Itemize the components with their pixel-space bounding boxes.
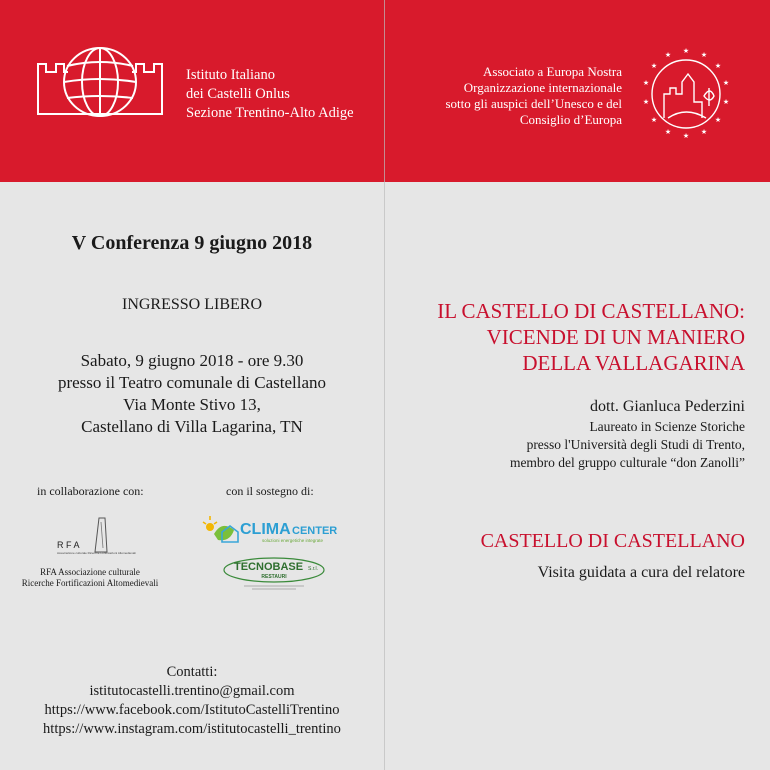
clima-tagline: soluzioni energetiche integrate <box>262 538 324 543</box>
talk-title <box>437 298 745 376</box>
speaker-desc-line: Laureato in Scienze Storiche <box>589 419 745 434</box>
conference-title: V Conferenza 9 giugno 2018 <box>71 232 313 254</box>
svg-text:★: ★ <box>642 79 650 87</box>
contacts-block <box>0 663 384 739</box>
svg-text:★: ★ <box>682 47 690 55</box>
climacenter-logo <box>200 512 350 548</box>
clima-brand-a: CLIMA <box>240 521 291 538</box>
visit-title: CASTELLO DI CASTELLANO <box>480 530 745 552</box>
event-details <box>0 350 384 438</box>
event-detail-line: Castellano di Villa Lagarina, TN <box>81 417 303 436</box>
org-right-line: Consiglio d’Europa <box>519 112 622 127</box>
speaker-desc-line: presso l'Università degli Studi di Trento, <box>526 437 745 452</box>
event-detail-line: presso il Teatro comunale di Castellano <box>57 373 327 392</box>
tecnobase-logo <box>222 556 326 592</box>
castle-stars-emblem-icon <box>638 44 734 140</box>
speaker-description <box>510 418 745 472</box>
talk-title-line: IL CASTELLO DI CASTELLANO: <box>437 299 745 323</box>
contacts-label: Contatti: <box>166 664 218 680</box>
speaker-name: dott. Gianluca Pederzini <box>589 398 745 415</box>
event-detail-line: Sabato, 9 giugno 2018 - ore 9.30 <box>80 351 304 370</box>
org-right-line: Organizzazione internazionale <box>463 80 622 95</box>
clima-brand-b: CENTER <box>292 525 338 537</box>
svg-text:★: ★ <box>722 98 730 106</box>
collaboration-label: in collaborazione con: <box>37 484 144 498</box>
org-right-line: sotto gli auspici dell’Unesco e del <box>445 96 622 111</box>
svg-text:★: ★ <box>682 132 690 140</box>
svg-text:★: ★ <box>664 51 672 59</box>
org-left-line: Istituto Italiano <box>186 67 275 83</box>
affiliation-text <box>445 64 622 128</box>
svg-text:★: ★ <box>714 116 722 124</box>
org-left-line: dei Castelli Onlus <box>186 86 290 102</box>
svg-text:★: ★ <box>650 116 658 124</box>
tecnobase-brand: TECNOBASE <box>234 561 304 573</box>
org-left-line: Sezione Trentino-Alto Adige <box>186 105 354 121</box>
rfa-logo-subtext: Associazione culturale Ricerche Fortificazioni Altomedievali <box>57 551 136 555</box>
tecnobase-sub: RESTAURI <box>261 574 287 580</box>
rfa-logo-text: R F A <box>57 540 80 550</box>
fold-divider <box>384 0 385 770</box>
globe-castle-logo-icon <box>34 44 166 122</box>
contact-instagram-link[interactable]: https://www.instagram.com/istitutocastelli_trentino <box>43 721 341 737</box>
svg-text:★: ★ <box>642 98 650 106</box>
talk-title-line: DELLA VALLAGARINA <box>522 351 745 375</box>
svg-text:★: ★ <box>700 128 708 136</box>
visit-subtitle: Visita guidata a cura del relatore <box>537 564 745 581</box>
org-right-line: Associato a Europa Nostra <box>483 64 622 79</box>
tecnobase-suffix: S.r.l. <box>308 566 319 572</box>
svg-text:★: ★ <box>650 62 658 70</box>
contact-email-link[interactable]: istitutocastelli.trentino@gmail.com <box>89 683 295 699</box>
svg-text:★: ★ <box>664 128 672 136</box>
svg-text:★: ★ <box>722 79 730 87</box>
speaker-desc-line: membro del gruppo culturale “don Zanolli” <box>509 455 745 470</box>
organization-name <box>186 66 354 123</box>
rfa-caption-line: RFA Associazione culturale <box>40 567 140 577</box>
rfa-logo <box>55 514 136 562</box>
contact-facebook-link[interactable]: https://www.facebook.com/IstitutoCastelliTrentino <box>44 702 340 718</box>
svg-text:★: ★ <box>700 51 708 59</box>
rfa-caption-line: Ricerche Fortificazioni Altomedievali <box>21 578 159 588</box>
svg-text:★: ★ <box>714 62 722 70</box>
rfa-caption <box>20 567 160 589</box>
free-entry-label: INGRESSO LIBERO <box>121 296 262 313</box>
support-label: con il sostegno di: <box>226 484 314 498</box>
talk-title-line: VICENDE DI UN MANIERO <box>486 325 745 349</box>
event-detail-line: Via Monte Stivo 13, <box>123 395 261 414</box>
